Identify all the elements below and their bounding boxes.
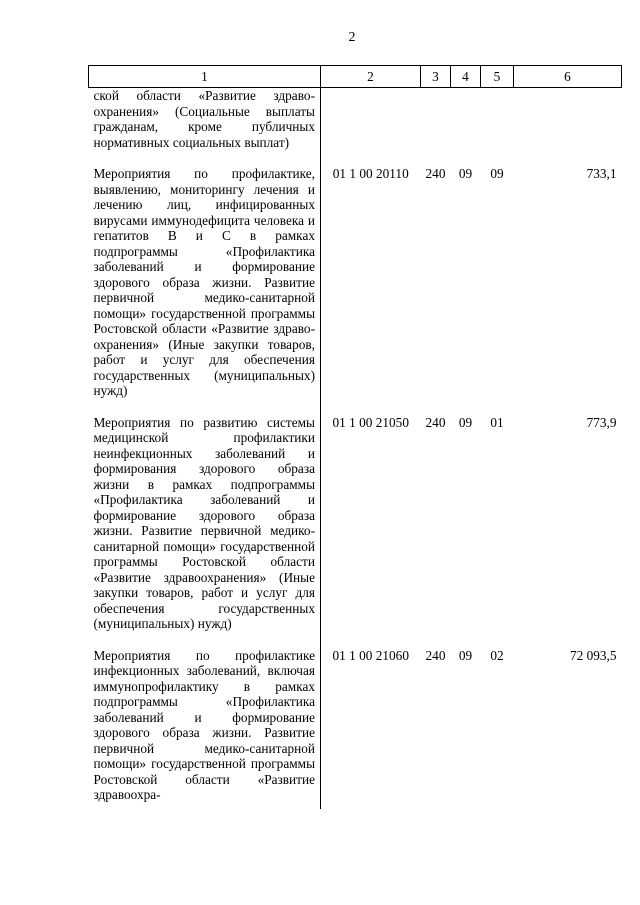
row-amount: 72 093,5 bbox=[569, 647, 617, 663]
row-amount: 773,9 bbox=[586, 414, 617, 430]
table-row bbox=[89, 88, 622, 157]
row-description: Мероприятия по профилактике инфекционных заболеваний, включая иммунопрофилактику в рамках подпрограммы «Профилактика заболеваний и формирование здорового образа жизни. Развитие первичной медико-санитарной помощи» государственной программы Ростовской области «Развитие здравоохра- bbox=[89, 638, 321, 809]
column-header-2: 2 bbox=[321, 66, 421, 88]
row-description: ской области «Развитие здравоохранения» (Социальные выплаты гражданам, кроме публичных нормативных социальных выплат) bbox=[89, 88, 321, 157]
column-header-5: 5 bbox=[481, 66, 514, 88]
row-col5: 09 bbox=[490, 166, 504, 181]
row-col3 bbox=[421, 88, 451, 157]
column-header-4: 4 bbox=[451, 66, 481, 88]
row-description: Мероприятия по профилактике, выявлению, мониторингу лечения и лечению лиц, инфицированных вирусами иммунодефицита человека и гепатитов В и С в рамках подпрограммы «Профилактика заболеваний и формирование здорового образа жизни. Развитие первичной медико-санитарной помощи» государственной программы Ростовской области «Развитие здравоохранения» (Иные закупки товаров, работ и услуг для обеспечения государственных (муниципальных) нужд) bbox=[89, 156, 321, 405]
row-col5 bbox=[481, 88, 514, 157]
table-row bbox=[89, 638, 622, 809]
row-col3: 240 bbox=[425, 414, 446, 430]
row-amount bbox=[514, 88, 622, 157]
table-row bbox=[89, 156, 622, 405]
row-col4 bbox=[451, 88, 481, 157]
row-col4: 09 bbox=[458, 647, 473, 663]
column-header-1: 1 bbox=[89, 66, 321, 88]
row-code: 01 1 00 21060 bbox=[332, 647, 409, 663]
row-amount: 733,1 bbox=[586, 166, 617, 181]
column-header-6: 6 bbox=[514, 66, 622, 88]
row-col5: 01 bbox=[490, 414, 504, 430]
page-number: 2 bbox=[348, 30, 356, 45]
row-code bbox=[321, 88, 421, 157]
row-code: 01 1 00 21050 bbox=[332, 414, 409, 430]
row-col3: 240 bbox=[425, 647, 446, 663]
row-col3: 240 bbox=[425, 166, 446, 181]
column-header-3: 3 bbox=[421, 66, 451, 88]
row-col4: 09 bbox=[458, 166, 473, 181]
table-row bbox=[89, 405, 622, 638]
row-description: Мероприятия по развитию системы медицинской профилактики неинфекционных заболеваний и формирования здорового образа жизни в рамках подпрограммы «Профилактика заболеваний и формирование здорового образа жизни. Развитие первичной медико-санитарной помощи» государственной программы Ростовской области «Развитие здравоохранения» (Иные закупки товаров, работ и услуг для обеспечения государственных (муниципальных) нужд) bbox=[89, 405, 321, 638]
budget-table bbox=[88, 65, 622, 809]
row-col5: 02 bbox=[490, 647, 504, 663]
row-code: 01 1 00 20110 bbox=[332, 166, 409, 181]
table-header-row bbox=[89, 66, 622, 88]
row-col4: 09 bbox=[458, 414, 473, 430]
